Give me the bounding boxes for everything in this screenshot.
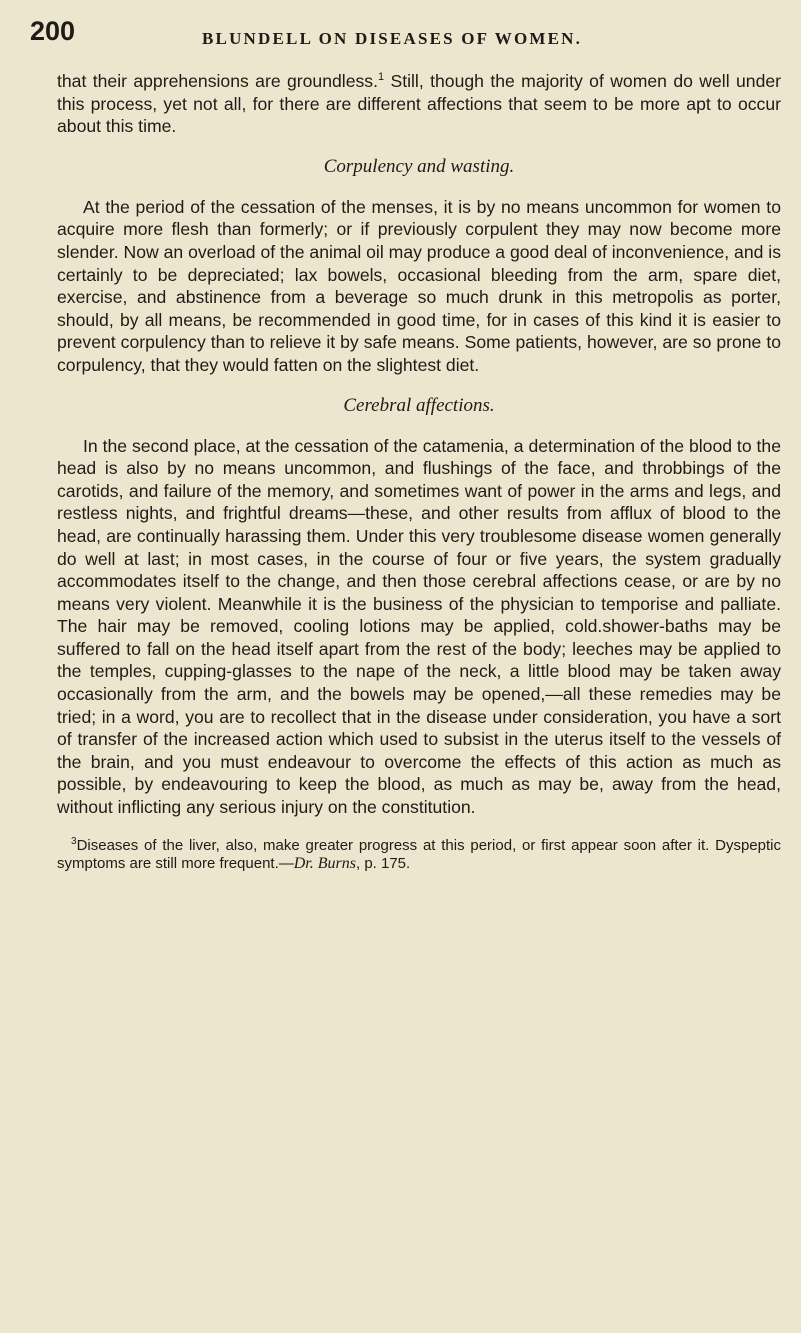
footnote-marker: 3 — [71, 835, 77, 847]
section-heading-corpulency: Corpulency and wasting. — [323, 155, 515, 177]
section-heading-cerebral: Cerebral affections. — [343, 394, 495, 416]
page-number: 200 — [30, 16, 76, 46]
paragraph-text: that their apprehensions are groundless. — [57, 71, 378, 91]
footnote-text: Diseases of the liver, also, make greater progress at this period, or first appear soon after it. Dyspeptic symptoms are still more frequent.— — [57, 836, 781, 873]
paragraph-cerebral: In the second place, at the cessation of the catamenia, a determination of the blood to the head is also by no means uncommon, and flushings of the face, and throbbings of the carotids, and failure of the memory, and sometimes want of power in the arms and legs, and restless nights, and frightful dreams—these, and other results from afflux of blood to the head, are continually harassing them. Under this very troublesome disease women generally do well at last; in most cases, in the course of four or five years, the system gradually accommodates itself to the change, and then those cerebral affections cease, or are by no means very violent. Meanwhile it is the business of the physician to temporise and palliate. The hair may be removed, cooling lotions may be applied, cold.shower-baths may be suffered to fall on the head itself apart from the rest of the body; leeches may be applied to the temples, cupping-glasses to the nape of the neck, a little blood may be taken away occasionally from the arm, and the bowels may be opened,—all these remedies may be tried; in a word, you are to recollect that in the disease under consideration, you have a sort of transfer of the increased action which used to subsist in the uterus itself to the vessels of the brain, and you must endeavour to overcome the effects of this action as much as possible, by endeavouring to keep the blood, as much as may be, away from the head, without inflicting any serious injury on the constitution. — [57, 435, 781, 818]
paragraph-corpulency: At the period of the cessation of the menses, it is by no means uncommon for women to acquire more flesh than formerly; or if previously corpulent they may now become more slender. Now an overload of the animal oil may produce a good deal of inconvenience, and is certainly to be depreciated; lax bowels, occasional bleeding from the arm, spare diet, exercise, and abstinence from a beverage so much drunk in this metropolis as porter, should, by all means, be recommended in good time, for in cases of this kind it is easier to prevent corpulency than to relieve it by safe means. Some patients, however, are so prone to corpulency, that they would fatten on the slightest diet. — [57, 196, 781, 375]
footnote-reference: 1 — [377, 71, 385, 84]
running-title: BLUNDELL ON DISEASES OF WOMEN. — [202, 29, 583, 48]
paragraph-text: Still, though the majority of women do well under this process, yet not all, for there are different affections that seem to be more apt to occur about this time. — [57, 71, 781, 137]
body-text — [57, 70, 781, 874]
footnote — [57, 837, 781, 874]
paragraph-continuation — [57, 70, 781, 138]
footnote-author: Dr. Burns — [293, 855, 356, 873]
footnote-reference-page: , p. 175. — [355, 855, 411, 873]
running-head — [30, 16, 770, 52]
